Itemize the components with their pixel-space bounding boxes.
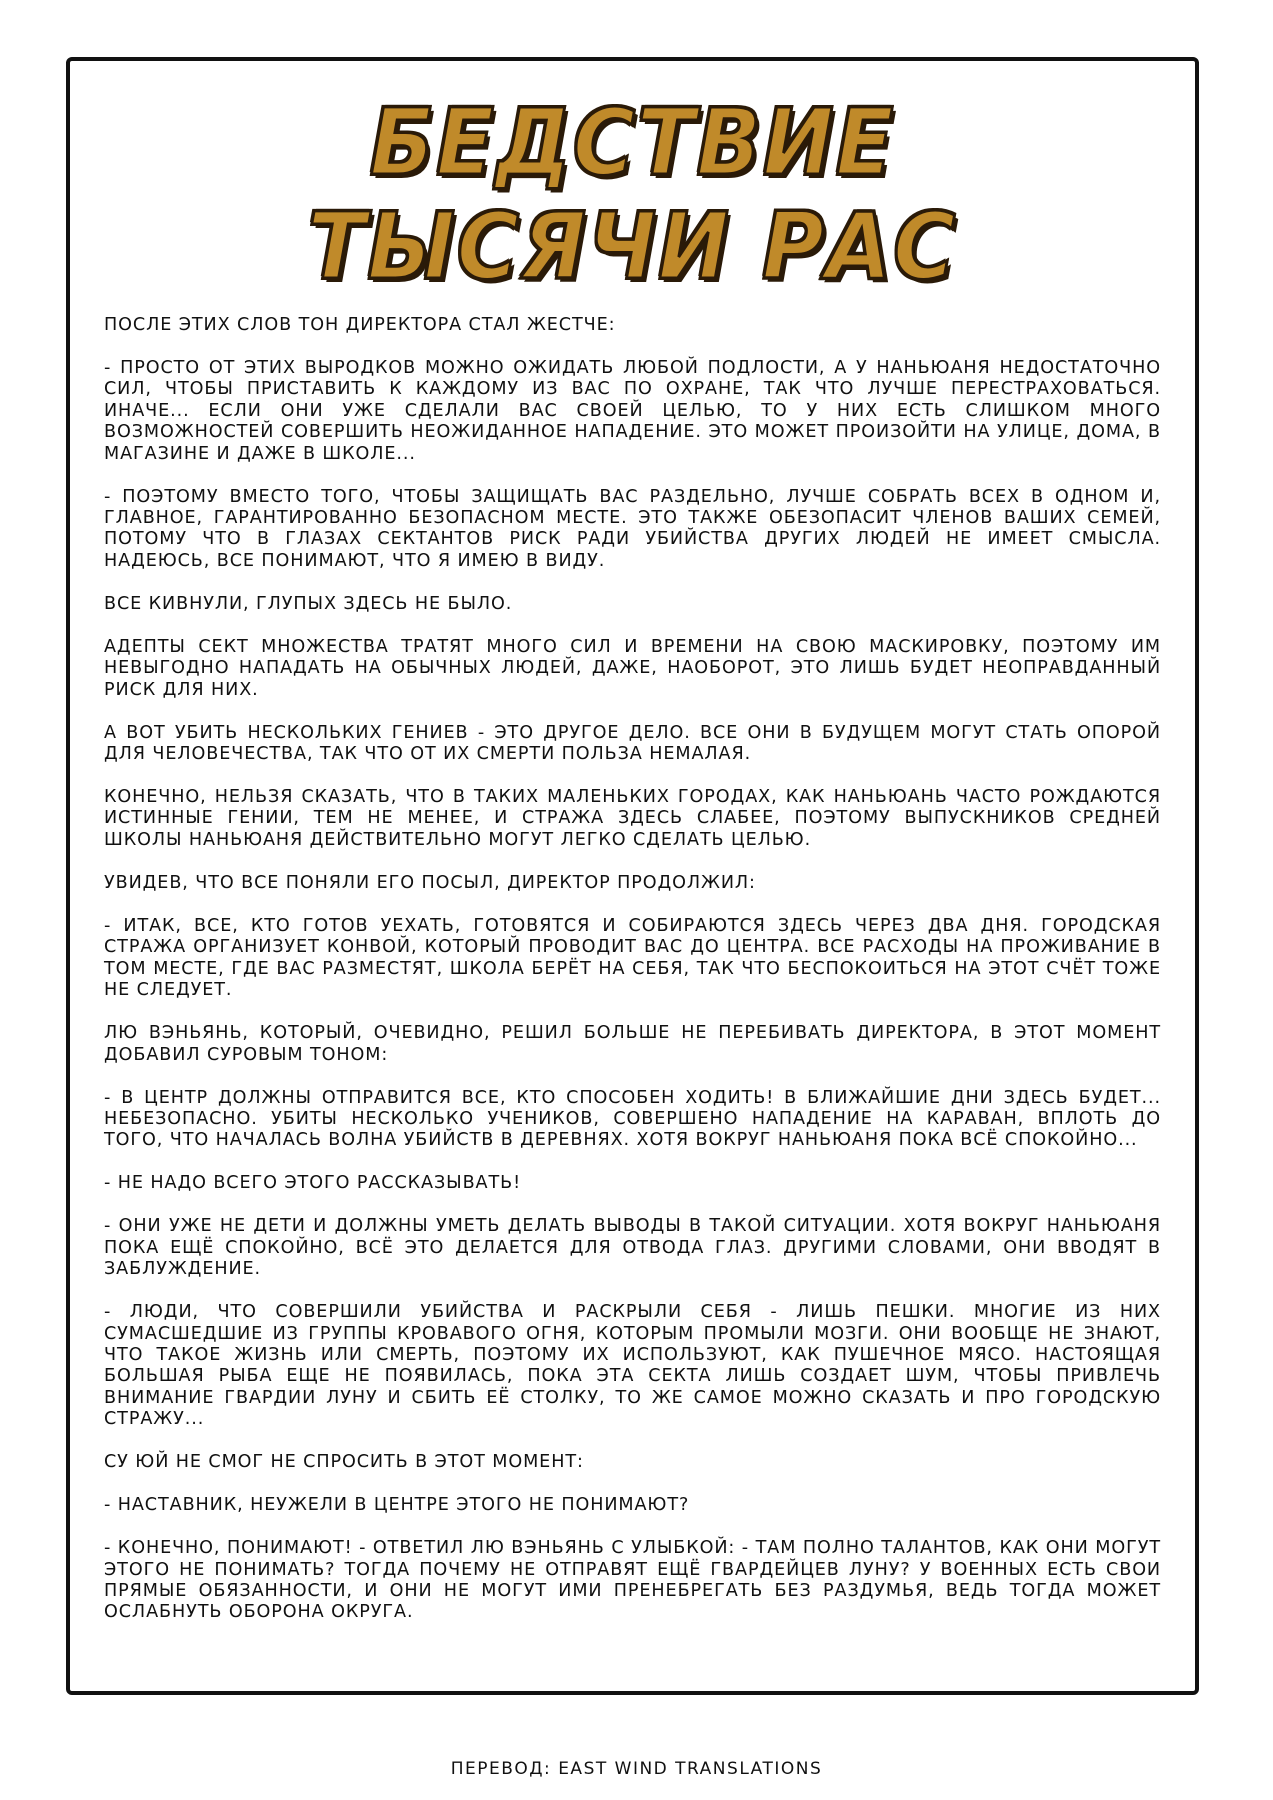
- page-frame: [66, 57, 1199, 1695]
- paragraph: - КОНЕЧНО, ПОНИМАЮТ! - ОТВЕТИЛ ЛЮ ВЭНЬЯНЬ С УЛЫБКОЙ: - ТАМ ПОЛНО ТАЛАНТОВ, КАК ОНИ МОГУТ ЭТОГО НЕ ПОНИМАТЬ? ТОГДА ПОЧЕМУ НЕ ОТПРАВЯТ ЕЩЁ ГВАРДЕЙЦЕВ ЛУНУ? У ВОЕННЫХ ЕСТЬ СВОИ ПРЯМЫЕ ОБЯЗАННОСТИ, И ОНИ НЕ МОГУТ ИМИ ПРЕНЕБРЕГАТЬ БЕЗ РАЗДУМЬЯ, ВЕДЬ ТОГДА МОЖЕТ ОСЛАБНУТЬ ОБОРОНА ОКРУГА.: [104, 1538, 1161, 1623]
- paragraph: КОНЕЧНО, НЕЛЬЗЯ СКАЗАТЬ, ЧТО В ТАКИХ МАЛЕНЬКИХ ГОРОДАХ, КАК НАНЬЮАНЬ ЧАСТО РОЖДАЮТСЯ ИСТИННЫЕ ГЕНИИ, ТЕМ НЕ МЕНЕЕ, И СТРАЖА ЗДЕСЬ СЛАБЕЕ, ПОЭТОМУ ВЫПУСКНИКОВ СРЕДНЕЙ ШКОЛЫ НАНЬЮАНЯ ДЕЙСТВИТЕЛЬНО МОГУТ ЛЕГКО СДЕЛАТЬ ЦЕЛЬЮ.: [104, 787, 1161, 850]
- translation-credit: ПЕРЕВОД: EAST WIND TRANSLATIONS: [450, 1759, 823, 1779]
- paragraph: ЛЮ ВЭНЬЯНЬ, КОТОРЫЙ, ОЧЕВИДНО, РЕШИЛ БОЛЬШЕ НЕ ПЕРЕБИВАТЬ ДИРЕКТОРА, В ЭТОТ МОМЕНТ ДОБАВИЛ СУРОВЫМ ТОНОМ:: [104, 1023, 1161, 1065]
- paragraph: А ВОТ УБИТЬ НЕСКОЛЬКИХ ГЕНИЕВ - ЭТО ДРУГОЕ ДЕЛО. ВСЕ ОНИ В БУДУЩЕМ МОГУТ СТАТЬ ОПОРОЙ ДЛЯ ЧЕЛОВЕЧЕСТВА, ТАК ЧТО ОТ ИХ СМЕРТИ ПОЛЬЗА НЕМАЛАЯ.: [104, 722, 1161, 765]
- paragraph: - ОНИ УЖЕ НЕ ДЕТИ И ДОЛЖНЫ УМЕТЬ ДЕЛАТЬ ВЫВОДЫ В ТАКОЙ СИТУАЦИИ. ХОТЯ ВОКРУГ НАНЬЮАНЯ ПОКА ЕЩЁ СПОКОЙНО, ВСЁ ЭТО ДЕЛАЕТСЯ ДЛЯ ОТВОДА ГЛАЗ. ДРУГИМИ СЛОВАМИ, ОНИ ВВОДЯТ В ЗАБЛУЖДЕНИЕ.: [104, 1216, 1161, 1280]
- paragraph: - ИТАК, ВСЕ, КТО ГОТОВ УЕХАТЬ, ГОТОВЯТСЯ И СОБИРАЮТСЯ ЗДЕСЬ ЧЕРЕЗ ДВА ДНЯ. ГОРОДСКАЯ СТРАЖА ОРГАНИЗУЕТ КОНВОЙ, КОТОРЫЙ ПРОВОДИТ ВАС ДО ЦЕНТРА. ВСЕ РАСХОДЫ НА ПРОЖИВАНИЕ В ТОМ МЕСТЕ, ГДЕ ВАС РАЗМЕСТЯТ, ШКОЛА БЕРЁТ НА СЕБЯ, ТАК ЧТО БЕСПОКОИТЬСЯ НА ЭТОТ СЧЁТ ТОЖЕ НЕ СЛЕДУЕТ.: [104, 915, 1161, 1001]
- body-text: [104, 315, 1161, 1645]
- paragraph: АДЕПТЫ СЕКТ МНОЖЕСТВА ТРАТЯТ МНОГО СИЛ И ВРЕМЕНИ НА СВОЮ МАСКИРОВКУ, ПОЭТОМУ ИМ НЕВЫГОДНО НАПАДАТЬ НА ОБЫЧНЫХ ЛЮДЕЙ, ДАЖЕ, НАОБОРОТ, ЭТО ЛИШЬ БУДЕТ НЕОПРАВДАННЫЙ РИСК ДЛЯ НИХ.: [104, 636, 1161, 700]
- title-line-2: ТЫСЯЧИ РАС: [307, 193, 958, 300]
- title-line-1: БЕДСТВИЕ: [369, 89, 896, 196]
- paragraph: - ПРОСТО ОТ ЭТИХ ВЫРОДКОВ МОЖНО ОЖИДАТЬ ЛЮБОЙ ПОДЛОСТИ, А У НАНЬЮАНЯ НЕДОСТАТОЧНО СИЛ, ЧТОБЫ ПРИСТАВИТЬ К КАЖДОМУ ИЗ ВАС ПО ОХРАНЕ, ТАК ЧТО ЛУЧШЕ ПЕРЕСТРАХОВАТЬСЯ. ИНАЧЕ... ЕСЛИ ОНИ УЖЕ СДЕЛАЛИ ВАС СВОЕЙ ЦЕЛЬЮ, ТО У НИХ ЕСТЬ СЛИШКОМ МНОГО ВОЗМОЖНОСТЕЙ СОВЕРШИТЬ НЕОЖИДАННОЕ НАПАДЕНИЕ. ЭТО МОЖЕТ ПРОИЗОЙТИ НА УЛИЦЕ, ДОМА, В МАГАЗИНЕ И ДАЖЕ В ШКОЛЕ...: [104, 358, 1161, 464]
- page-title: [115, 91, 1150, 299]
- paragraph: ВСЕ КИВНУЛИ, ГЛУПЫХ ЗДЕСЬ НЕ БЫЛО.: [104, 593, 513, 614]
- paragraph: - НЕ НАДО ВСЕГО ЭТОГО РАССКАЗЫВАТЬ!: [104, 1173, 522, 1194]
- paragraph: - ПОЭТОМУ ВМЕСТО ТОГО, ЧТОБЫ ЗАЩИЩАТЬ ВАС РАЗДЕЛЬНО, ЛУЧШЕ СОБРАТЬ ВСЕХ В ОДНОМ И, ГЛАВНОЕ, ГАРАНТИРОВАННО БЕЗОПАСНОМ МЕСТЕ. ЭТО ТАКЖЕ ОБЕЗОПАСИТ ЧЛЕНОВ ВАШИХ СЕМЕЙ, ПОТОМУ ЧТО В ГЛАЗАХ СЕКТАНТОВ РИСК РАДИ УБИЙСТВА ДРУГИХ ЛЮДЕЙ НЕ ИМЕЕТ СМЫСЛА. НАДЕЮСЬ, ВСЕ ПОНИМАЮТ, ЧТО Я ИМЕЮ В ВИДУ.: [104, 486, 1161, 571]
- paragraph: - ЛЮДИ, ЧТО СОВЕРШИЛИ УБИЙСТВА И РАСКРЫЛИ СЕБЯ - ЛИШЬ ПЕШКИ. МНОГИЕ ИЗ НИХ СУМАСШЕДШИЕ ИЗ ГРУППЫ КРОВАВОГО ОГНЯ, КОТОРЫМ ПРОМЫЛИ МОЗГИ. ОНИ ВООБЩЕ НЕ ЗНАЮТ, ЧТО ТАКОЕ ЖИЗНЬ ИЛИ СМЕРТЬ, ПОЭТОМУ ИХ ИСПОЛЬЗУЮТ, КАК ПУШЕЧНОЕ МЯСО. НАСТОЯЩАЯ БОЛЬШАЯ РЫБА ЕЩЕ НЕ ПОЯВИЛАСЬ, ПОКА ЭТА СЕКТА ЛИШЬ СОЗДАЕТ ШУМ, ЧТОБЫ ПРИВЛЕЧЬ ВНИМАНИЕ ГВАРДИИ ЛУНУ И СБИТЬ ЕЁ СТОЛКУ, ТО ЖЕ САМОЕ МОЖНО СКАЗАТЬ И ПРО ГОРОДСКУЮ СТРАЖУ...: [104, 1302, 1161, 1430]
- paragraph: - В ЦЕНТР ДОЛЖНЫ ОТПРАВИТСЯ ВСЕ, КТО СПОСОБЕН ХОДИТЬ! В БЛИЖАЙШИЕ ДНИ ЗДЕСЬ БУДЕТ... НЕБЕЗОПАСНО. УБИТЫ НЕСКОЛЬКО УЧЕНИКОВ, СОВЕРШЕНО НАПАДЕНИЕ НА КАРАВАН, ВПЛОТЬ ДО ТОГО, ЧТО НАЧАЛАСЬ ВОЛНА УБИЙСТВ В ДЕРЕВНЯХ. ХОТЯ ВОКРУГ НАНЬЮАНЯ ПОКА ВСЁ СПОКОЙНО...: [104, 1087, 1161, 1151]
- paragraph: ПОСЛЕ ЭТИХ СЛОВ ТОН ДИРЕКТОРА СТАЛ ЖЕСТЧЕ:: [104, 315, 616, 335]
- paragraph: УВИДЕВ, ЧТО ВСЕ ПОНЯЛИ ЕГО ПОСЫЛ, ДИРЕКТОР ПРОДОЛЖИЛ:: [104, 872, 756, 893]
- paragraph: СУ ЮЙ НЕ СМОГ НЕ СПРОСИТЬ В ЭТОТ МОМЕНТ:: [104, 1452, 584, 1473]
- paragraph: - НАСТАВНИК, НЕУЖЕЛИ В ЦЕНТРЕ ЭТОГО НЕ ПОНИМАЮТ?: [104, 1495, 690, 1516]
